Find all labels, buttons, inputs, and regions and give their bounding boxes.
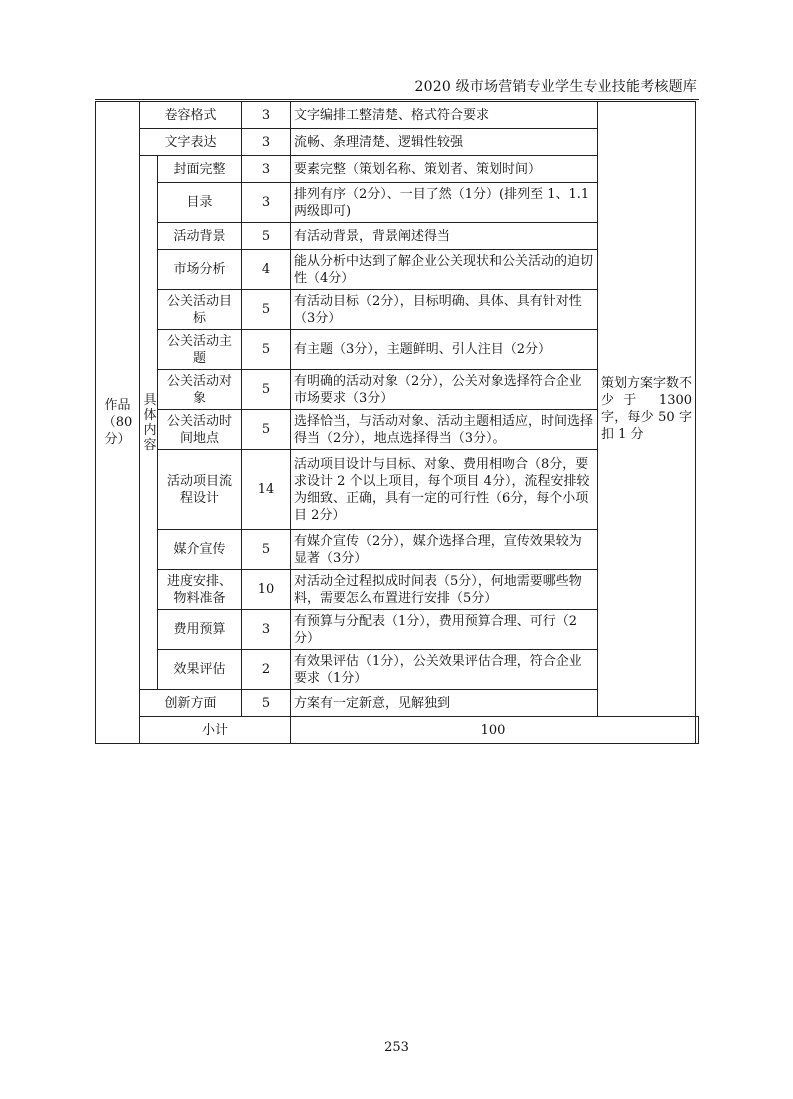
item-cell: 公关活动对象: [158, 370, 242, 410]
score-cell: 5: [242, 223, 291, 250]
score-cell: 3: [242, 102, 291, 129]
sub-group-label-cell: [140, 156, 158, 690]
subtotal-row: [96, 717, 699, 744]
item-cell: 目录: [158, 183, 242, 223]
sub-group-label: 具体内容: [143, 392, 157, 453]
page-number: 253: [384, 1040, 409, 1055]
score-cell: 3: [242, 183, 291, 223]
criteria-cell: 文字编排工整清楚、格式符合要求: [291, 102, 598, 129]
criteria-cell: 有明确的活动对象（2分），公关对象选择符合企业市场要求（3分）: [291, 370, 598, 410]
page-header-title: 2020 级市场营销专业学生专业技能考核题库: [414, 79, 697, 95]
score-cell: 5: [242, 290, 291, 330]
item-cell: 效果评估: [158, 650, 242, 690]
criteria-cell: 有活动背景，背景阐述得当: [291, 223, 598, 250]
item-cell: 卷容格式: [140, 102, 242, 129]
criteria-cell: 流畅、条理清楚、逻辑性较强: [291, 129, 598, 156]
item-cell: 创新方面: [140, 690, 242, 717]
criteria-cell: 有媒介宣传（2分），媒介选择合理，宣传效果较为显著（3分）: [291, 530, 598, 570]
item-cell: 市场分析: [158, 250, 242, 290]
item-cell: 费用预算: [158, 610, 242, 650]
item-cell: 公关活动时间地点: [158, 410, 242, 450]
table-row: [96, 102, 699, 129]
item-cell: 封面完整: [158, 156, 242, 183]
score-cell: 4: [242, 250, 291, 290]
criteria-cell: 有效果评估（1分），公关效果评估合理，符合企业要求（1分）: [291, 650, 598, 690]
scoring-table: [95, 101, 699, 744]
item-cell: 媒介宣传: [158, 530, 242, 570]
score-cell: 5: [242, 530, 291, 570]
criteria-cell: 有主题（3分），主题鲜明、引人注目（2分）: [291, 330, 598, 370]
score-cell: 14: [242, 450, 291, 530]
criteria-cell: 活动项目设计与目标、对象、费用相吻合（8分，要求设计 2 个以上项目，每个项目 4分），流程安排较为细致、正确，具有一定的可行性（6分，每个小项目 2分）: [291, 450, 598, 530]
score-cell: 5: [242, 370, 291, 410]
criteria-cell: 对活动全过程拟成时间表（5分），何地需要哪些物料，需要怎么布置进行安排（5分）: [291, 570, 598, 610]
criteria-cell: 选择恰当，与活动对象、活动主题相适应，时间选择得当（2分），地点选择得当（3分）。: [291, 410, 598, 450]
score-cell: 5: [242, 690, 291, 717]
item-cell: 公关活动主题: [158, 330, 242, 370]
group-label: 作品（80分）: [102, 398, 133, 447]
score-cell: 3: [242, 129, 291, 156]
score-cell: 3: [242, 156, 291, 183]
subtotal-label: 小计: [140, 717, 291, 744]
criteria-cell: 方案有一定新意，见解独到: [291, 690, 598, 717]
subtotal-value: 100: [291, 717, 696, 744]
item-cell: 活动项目流程设计: [158, 450, 242, 530]
score-cell: 5: [242, 410, 291, 450]
criteria-cell: 有预算与分配表（1分），费用预算合理、可行（2分）: [291, 610, 598, 650]
score-cell: 5: [242, 330, 291, 370]
criteria-cell: 排列有序（2分）、一目了然（1分）(排列至 1、1.1 两级即可): [291, 183, 598, 223]
item-cell: 公关活动目标: [158, 290, 242, 330]
subtotal-note-cell: [696, 717, 699, 744]
item-cell: 文字表达: [140, 129, 242, 156]
criteria-cell: 有活动目标（2分），目标明确、具体、具有针对性（3分）: [291, 290, 598, 330]
criteria-cell: 能从分析中达到了解企业公关现状和公关活动的迫切性（4分）: [291, 250, 598, 290]
score-cell: 3: [242, 610, 291, 650]
criteria-cell: 要素完整（策划名称、策划者、策划时间）: [291, 156, 598, 183]
item-cell: 活动背景: [158, 223, 242, 250]
item-cell: 进度安排、物料准备: [158, 570, 242, 610]
score-cell: 2: [242, 650, 291, 690]
note-cell: [598, 102, 696, 717]
score-cell: 10: [242, 570, 291, 610]
word-count-note: 策划方案字数不少于 1300 字，每少 50 字扣 1 分: [601, 376, 693, 442]
header-rule: [95, 99, 699, 100]
group-label-cell: [96, 102, 140, 744]
